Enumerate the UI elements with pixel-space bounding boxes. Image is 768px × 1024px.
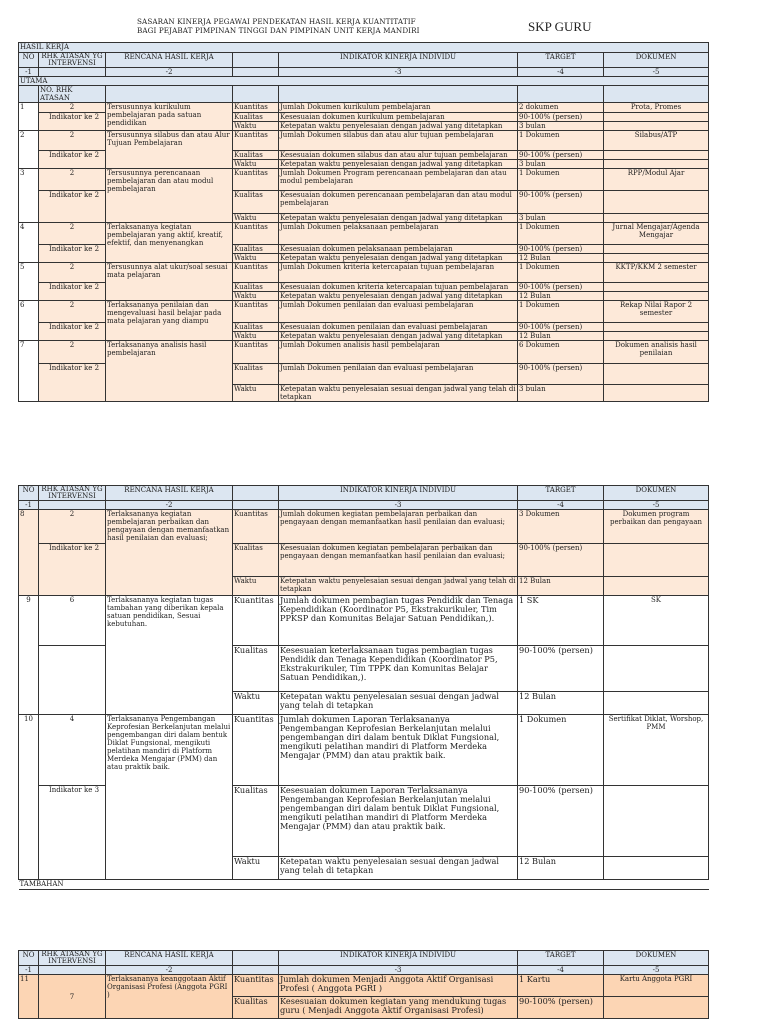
dokumen-cell [604,577,709,596]
col-num-2 [39,501,106,510]
aspek-cell: Kualitas [233,283,279,292]
dokumen-cell [604,385,709,402]
indikator-cell: Ketepatan waktu penyelesaian dengan jadwal yang ditetapkan [279,160,518,169]
col-no: NO [19,951,39,966]
aspek-cell: Waktu [233,254,279,263]
row-no: 10 [19,715,39,880]
indikator-cell: Ketepatan waktu penyelesaian sesuai dengan jadwal yang telah di tetapkan [279,857,518,880]
indikator-label: Indikator ke 2 [39,323,106,341]
aspek-cell: Waktu [233,160,279,169]
target-cell: 3 bulan [518,160,604,169]
target-cell: 6 Dokumen [518,341,604,364]
target-cell: 1 Dokumen [518,715,604,786]
indikator-label: Indikator ke 3 [39,786,106,880]
indikator-cell: Ketepatan waktu penyelesaian dengan jadwal yang ditetapkan [279,254,518,263]
col-num-4: -4 [518,68,604,77]
row-no: 9 [19,596,39,715]
indikator-cell: Ketepatan waktu penyelesaian sesuai dengan jadwal yang telah di tetapkan [279,577,518,596]
col-target: TARGET [518,53,604,68]
col-dokumen: DOKUMEN [604,486,709,501]
target-cell: 90-100% (persen) [518,786,604,857]
rencana-hasil-kerja: Terlaksananya penilaian dan mengevaluasi hasil belajar pada mata pelajaran yang diampu [106,301,233,341]
indikator-label: Indikator ke 2 [39,544,106,596]
target-cell: 90-100% (persen) [518,151,604,160]
target-cell: 1 Dokumen [518,131,604,151]
col-num-2: -2 [106,68,233,77]
col-rhk: RHK ATASAN YG INTERVENSI [39,53,106,68]
indikator-cell: Jumlah Dokumen Program perencanaan pembelajaran dan atau modul pembelajaran [279,169,518,191]
indikator-cell: Jumlah Dokumen kriteria ketercapaian tujuan pembelajaran [279,263,518,283]
skp-table-utama [18,42,709,402]
indikator-label: Indikator ke 2 [39,151,106,169]
indikator-cell: Jumlah Dokumen silabus dan atau alur tujuan pembelajaran [279,131,518,151]
target-cell: 90-100% (persen) [518,997,604,1019]
dokumen-cell [604,113,709,122]
rhk-number: 2 [39,131,106,151]
col-num-5: -5 [604,68,709,77]
col-rencana: RENCANA HASIL KERJA [106,951,233,966]
dokumen-cell [604,857,709,880]
indikator-cell: Jumlah dokumen pembagian tugas Pendidik dan Tenaga Kependidikan (Koordinator P5, Ekstrakurikuler, Tim PPKSP dan Komunitas Belajar Satuan Pendidikan,). [279,596,518,646]
dokumen-cell [604,214,709,223]
target-cell: 90-100% (persen) [518,544,604,577]
target-cell: 1 Kartu [518,975,604,997]
rhk-number: 2 [39,169,106,191]
indikator-cell: Jumlah Dokumen kurikulum pembelajaran [279,103,518,113]
target-cell: 1 Dokumen [518,263,604,283]
rencana-hasil-kerja: Terlaksananya kegiatan pembelajaran yang aktif, kreatif, efektif, dan menyenangkan [106,223,233,263]
indikator-cell: Ketepatan waktu penyelesaian sesuai dengan jadwal yang telah di tetapkan [279,692,518,715]
indikator-cell: Jumlah dokumen Laporan Terlaksananya Pengembangan Keprofesian Berkelanjutan melalui pengembangan diri dalam bentuk Diklat Fungsional, mengikuti pelatihan mandiri di Platform Merdeka Mengajar (PMM) dan atau praktik baik. [279,715,518,786]
indikator-cell: Kesesuaian dokumen kriteria ketercapaian tujuan pembelajaran [279,283,518,292]
dokumen-cell: SK [604,596,709,646]
aspek-cell: Kualitas [233,113,279,122]
dokumen-cell [604,646,709,692]
rhk-number: 4 [39,715,106,786]
indikator-cell: Kesesuaian dokumen penilaian dan evaluasi pembelajaran [279,323,518,332]
aspek-cell: Kuantitas [233,131,279,151]
dokumen-cell [604,292,709,301]
col-rhk: RHK ATASAN YG INTERVENSI [39,486,106,501]
aspek-cell: Kualitas [233,646,279,692]
col-indikator: INDIKATOR KINERJA INDIVIDU [279,53,518,68]
row-no: 2 [19,131,39,169]
indikator-cell: Jumlah Dokumen analisis hasil pembelajaran [279,341,518,364]
section-tambahan: TAMBAHAN [19,880,709,890]
col-num-2 [39,966,106,975]
target-cell: 12 Bulan [518,254,604,263]
col-num-2 [39,68,106,77]
indikator-cell: Jumlah Dokumen penilaian dan evaluasi pembelajaran [279,364,518,385]
dokumen-cell [604,191,709,214]
rhk-number: 6 [39,596,106,646]
aspek-cell: Kuantitas [233,715,279,786]
col-num-3: -3 [279,68,518,77]
dokumen-cell: KKTP/KKM 2 semester [604,263,709,283]
dokumen-cell: Prota, Promes [604,103,709,113]
indikator-cell: Kesesuaian dokumen silabus dan atau alur tujuan pembelajaran [279,151,518,160]
row-no: 3 [19,169,39,223]
target-cell: 12 Bulan [518,857,604,880]
indikator-cell: Jumlah dokumen kegiatan pembelajaran perbaikan dan pengayaan dengan memanfaatkan hasil penilaian dan evaluasi; [279,510,518,544]
aspek-cell: Kuantitas [233,301,279,323]
indikator-cell: Ketepatan waktu penyelesaian dengan jadwal yang ditetapkan [279,122,518,131]
dokumen-cell: Jurnal Mengajar/Agenda Mengajar [604,223,709,245]
col-num-1: -1 [19,501,39,510]
target-cell: 2 dokumen [518,103,604,113]
indikator-cell: Kesesuaian dokumen kurikulum pembelajaran [279,113,518,122]
aspek-cell: Waktu [233,385,279,402]
table-row [19,263,709,283]
skp-table-3 [18,950,709,1019]
aspek-cell: Kuantitas [233,103,279,113]
col-aspek [233,486,279,501]
indikator-cell: Kesesuaian dokumen kegiatan yang mendukung tugas guru ( Menjadi Anggota Aktif Organisasi Profesi) [279,997,518,1019]
dokumen-cell [604,364,709,385]
col-num-2: -2 [106,966,233,975]
row-no: 5 [19,263,39,301]
aspek-cell: Kuantitas [233,510,279,544]
table-row [19,169,709,191]
row-no: 4 [19,223,39,263]
table-row [19,596,709,646]
rhk-number: 2 [39,223,106,245]
col-aspek [233,951,279,966]
col-num-blank [233,501,279,510]
row-no: 8 [19,510,39,596]
table-row [19,301,709,323]
indikator-label: Indikator ke 2 [39,113,106,131]
rencana-hasil-kerja: Tersusunnya kurikulum pembelajaran pada satuan pendidikan [106,103,233,131]
col-num-blank [233,68,279,77]
indikator-cell: Kesesuaian dokumen Laporan Terlaksananya Pengembangan Keprofesian Berkelanjutan melalui pengembangan diri dalam bentuk Diklat Fungsional, mengikuti pelatihan mandiri di Platform Merdeka Mengajar (PMM) dan atau praktik baik. [279,786,518,857]
col-rhk: RHK ATASAN YG INTERVENSI [39,951,106,966]
dokumen-cell [604,245,709,254]
aspek-cell: Kualitas [233,245,279,254]
target-cell: 3 bulan [518,122,604,131]
col-target: TARGET [518,486,604,501]
indikator-cell: Ketepatan waktu penyelesaian dengan jadwal yang ditetapkan [279,292,518,301]
indikator-cell: Kesesuaian dokumen kegiatan pembelajaran perbaikan dan pengayaan dengan memanfaatkan hasil penilaian dan evaluasi; [279,544,518,577]
target-cell: 3 bulan [518,214,604,223]
dokumen-cell: Sertifikat Diklat, Worshop, PMM [604,715,709,786]
col-num-3: -3 [279,966,518,975]
rencana-hasil-kerja: Tersusunnya silabus dan atau Alur Tujuan Pembelajaran [106,131,233,169]
col-num-1: -1 [19,68,39,77]
aspek-cell: Kuantitas [233,975,279,997]
target-cell: 90-100% (persen) [518,283,604,292]
indikator-cell: Kesesuaian dokumen pelaksanaan pembelajaran [279,245,518,254]
col-num-blank [233,966,279,975]
dokumen-cell [604,544,709,577]
indikator-cell: Kesesuaian dokumen perencanaan pembelajaran dan atau modul pembelajaran [279,191,518,214]
col-rencana: RENCANA HASIL KERJA [106,53,233,68]
table-row [19,715,709,786]
row-no: 11 [19,975,39,1019]
indikator-cell: Ketepatan waktu penyelesaian dengan jadwal yang ditetapkan [279,214,518,223]
aspek-cell: Waktu [233,857,279,880]
dokumen-cell [604,786,709,857]
col-no: NO [19,486,39,501]
rhk-number: 2 [39,510,106,544]
indikator-cell: Ketepatan waktu penyelesaian sesuai dengan jadwal yang telah di tetapkan [280,385,516,401]
rencana-hasil-kerja: Terlaksananya analisis hasil pembelajaran [106,341,233,402]
rencana-hasil-kerja: Terlaksananya Pengembangan Keprofesian Berkelanjutan melalui pengembangan diri dalam bentuk Diklat Fungsional, mengikuti pelatihan mandiri di Platform Merdeka Mengajar (PMM) dan atau praktik baik. [106,715,233,880]
row-no: 1 [19,103,39,131]
target-cell: 1 Dokumen [518,223,604,245]
table-row [19,975,709,997]
dokumen-cell: RPP/Modul Ajar [604,169,709,191]
section-utama: UTAMA [19,77,709,86]
doc-title-line1: SASARAN KINERJA PEGAWAI PENDEKATAN HASIL KERJA KUANTITATIF [137,17,416,26]
aspek-cell: Waktu [233,692,279,715]
dokumen-cell [604,160,709,169]
col-dokumen: DOKUMEN [604,951,709,966]
col-target: TARGET [518,951,604,966]
table-row [19,341,709,364]
aspek-cell: Kuantitas [233,169,279,191]
blank-cell [518,86,604,103]
target-cell: 3 bulan [518,385,604,402]
col-num-4: -4 [518,966,604,975]
indikator-cell: Jumlah Dokumen pelaksanaan pembelajaran [279,223,518,245]
aspek-cell: Kualitas [233,544,279,577]
skp-table-2 [18,485,709,890]
aspek-cell: Waktu [233,577,279,596]
target-cell: 1 Dokumen [518,169,604,191]
indikator-label: Indikator ke 2 [39,245,106,263]
table-row [19,131,709,151]
target-cell: 1 SK [518,596,604,646]
target-cell: 90-100% (persen) [518,191,604,214]
blank-cell [604,86,709,103]
rencana-hasil-kerja: Tersusunnya alat ukur/soal sesuai mata pelajaran [106,263,233,301]
col-indikator: INDIKATOR KINERJA INDIVIDU [279,951,518,966]
target-cell: 90-100% (persen) [518,113,604,122]
col-dokumen: DOKUMEN [604,53,709,68]
table-row [19,223,709,245]
indikator-cell: Jumlah dokumen Menjadi Anggota Aktif Organisasi Profesi ( Anggota PGRI ) [279,975,518,997]
aspek-cell: Waktu [233,292,279,301]
col-rencana: RENCANA HASIL KERJA [106,486,233,501]
table-row [19,510,709,544]
doc-title-line2: BAGI PEJABAT PIMPINAN TINGGI DAN PIMPINAN UNIT KERJA MANDIRI [137,26,420,35]
dokumen-cell [604,122,709,131]
col-num-5: -5 [604,501,709,510]
target-cell: 1 Dokumen [518,301,604,323]
doc-label: SKP GURU [528,19,592,34]
aspek-cell: Kuantitas [233,341,279,364]
target-cell: 90-100% (persen) [518,323,604,332]
row-no: 7 [19,341,39,402]
target-cell: 12 Bulan [518,332,604,341]
indikator-label: Indikator ke 2 [39,364,106,402]
dokumen-cell [604,332,709,341]
dokumen-cell [604,151,709,160]
section-hasil-kerja: HASIL KERJA [19,43,709,53]
doc-title [137,17,420,35]
rencana-hasil-kerja: Terlaksananya keanggotaan Aktif Organisasi Profesi (Anggota PGRI ) [106,975,233,1019]
target-cell: 3 Dokumen [518,510,604,544]
rhk-number: 2 [39,301,106,323]
dokumen-cell [604,323,709,332]
rhk-number: 2 [39,103,106,113]
aspek-cell: Waktu [233,214,279,223]
col-indikator: INDIKATOR KINERJA INDIVIDU [279,486,518,501]
aspek-cell: Kuantitas [233,596,279,646]
target-cell: 12 Bulan [518,577,604,596]
indikator-cell: Jumlah Dokumen penilaian dan evaluasi pembelajaran [279,301,518,323]
row-no: 6 [19,301,39,341]
aspek-cell: Kualitas [233,997,279,1019]
rhk-number: 2 [39,263,106,283]
rhk-number: 2 [39,341,106,364]
dokumen-cell: Kartu Anggota PGRI [604,975,709,997]
dokumen-cell [604,254,709,263]
rencana-hasil-kerja: Terlaksananya kegiatan pembelajaran perbaikan dan pengayaan dengan memanfaatkan hasil penilaian dan evaluasi; [106,510,233,596]
blank-cell [233,86,279,103]
dokumen-cell [604,283,709,292]
dokumen-cell [604,692,709,715]
blank-cell [106,86,233,103]
target-cell: 90-100% (persen) [518,245,604,254]
rencana-hasil-kerja: Terlaksananya kegiatan tugas tambahan yang diberikan kepala satuan pendidikan, Sesuai kebutuhan. [106,596,233,715]
dokumen-cell: Rekap Nilai Rapor 2 semester [604,301,709,323]
dokumen-cell: Silabus/ATP [604,131,709,151]
aspek-cell: Kuantitas [233,263,279,283]
col-num-5: -5 [604,966,709,975]
aspek-cell: Kualitas [233,323,279,332]
no-rhk-atasan-label: NO. RHK ATASAN [39,86,106,103]
aspek-cell: Kualitas [233,151,279,160]
rencana-hasil-kerja: Tersusunnya perencanaan pembelajaran dan atau modul pembelajaran [106,169,233,223]
indikator-label: Indikator ke 2 [39,191,106,223]
aspek-cell: Kualitas [233,191,279,214]
blank-cell [279,86,518,103]
col-num-2: -2 [106,501,233,510]
target-cell: 12 Bulan [518,292,604,301]
indikator-label [39,646,106,715]
dokumen-cell [604,997,709,1019]
dokumen-cell: Dokumen analisis hasil penilaian [604,341,709,364]
col-num-4: -4 [518,501,604,510]
target-cell: 90-100% (persen) [518,364,604,385]
aspek-cell: Kualitas [233,786,279,857]
rhk-number: 7 [39,975,106,1019]
indikator-cell: Kesesuaian keterlaksanaan tugas pembagian tugas Pendidik dan Tenaga Kependidikan (Koordinator P5, Ekstrakurikuler, Tim TPPK dan Komunitas Belajar Satuan Pendidikan,). [279,646,518,692]
blank-cell [19,86,39,103]
table-row [19,103,709,113]
dokumen-cell: Dokumen program perbaikan dan pengayaan [604,510,709,544]
col-num-3: -3 [279,501,518,510]
target-cell: 90-100% (persen) [518,646,604,692]
aspek-cell: Kualitas [233,364,279,385]
indikator-cell: Ketepatan waktu penyelesaian dengan jadwal yang ditetapkan [279,332,518,341]
indikator-label: Indikator ke 2 [39,283,106,301]
aspek-cell: Kuantitas [233,223,279,245]
col-aspek [233,53,279,68]
col-num-1: -1 [19,966,39,975]
col-no: NO [19,53,39,68]
aspek-cell: Waktu [233,122,279,131]
target-cell: 12 Bulan [518,692,604,715]
aspek-cell: Waktu [233,332,279,341]
